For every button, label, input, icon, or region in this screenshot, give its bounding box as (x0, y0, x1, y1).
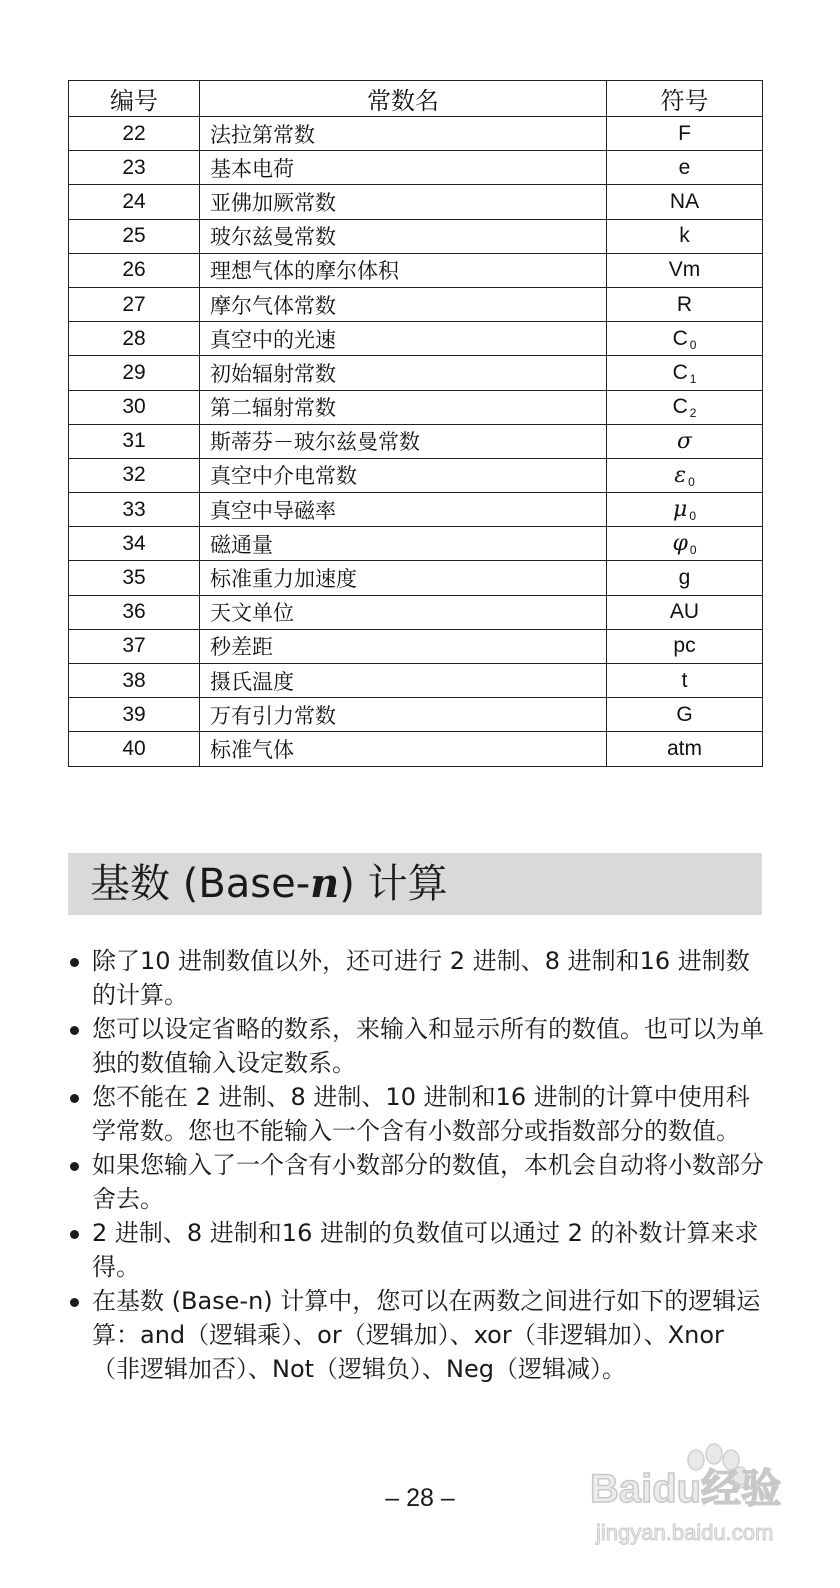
list-item (68, 944, 768, 1012)
row-constant-name: 真空中的光速 (200, 322, 607, 356)
table-row (69, 185, 763, 219)
table-row (69, 458, 763, 492)
symbol-main: g (678, 566, 691, 590)
row-symbol (607, 527, 763, 561)
watermark-brand: Baidu经验 (590, 1467, 782, 1511)
row-constant-name: 摩尔气体常数 (200, 287, 607, 321)
list-item (68, 1216, 768, 1284)
bullet-dot-icon (70, 1230, 79, 1239)
symbol-main: k (679, 224, 690, 248)
symbol-subscript: 0 (689, 509, 696, 524)
table-row (69, 664, 763, 698)
list-item (68, 1012, 768, 1080)
table-body (69, 117, 763, 767)
row-number: 36 (69, 595, 200, 629)
row-constant-name: 标准重力加速度 (200, 561, 607, 595)
table-row (69, 117, 763, 151)
table-row (69, 527, 763, 561)
row-symbol (607, 561, 763, 595)
table-row (69, 698, 763, 732)
symbol-subscript: 2 (689, 406, 697, 421)
bullet-list (68, 944, 768, 1386)
table-header-row (69, 81, 763, 117)
row-constant-name: 理想气体的摩尔体积 (200, 253, 607, 287)
row-number: 33 (69, 493, 200, 527)
row-number: 38 (69, 664, 200, 698)
row-symbol (607, 698, 763, 732)
bullet-dot-icon (70, 1162, 79, 1171)
symbol-main: e (678, 155, 691, 179)
row-number: 31 (69, 424, 200, 458)
list-item (68, 1284, 768, 1386)
row-constant-name: 亚佛加厥常数 (200, 185, 607, 219)
row-symbol (607, 493, 763, 527)
bullet-text: 您可以设定省略的数系，来输入和显示所有的数值。也可以为单独的数值输入设定数系。 (92, 1015, 764, 1077)
table-row (69, 356, 763, 390)
bullet-text: 除了10 进制数值以外，还可进行 2 进制、8 进制和16 进制数的计算。 (92, 947, 750, 1009)
table-row (69, 151, 763, 185)
row-symbol (607, 595, 763, 629)
section-title-prefix: 基数 (Base- (90, 861, 311, 907)
symbol-main: pc (673, 634, 696, 658)
bullet-dot-icon (70, 1026, 79, 1035)
row-number: 32 (69, 458, 200, 492)
row-number: 30 (69, 390, 200, 424)
row-symbol (607, 629, 763, 663)
symbol-main: C (672, 326, 688, 350)
row-number: 22 (69, 117, 200, 151)
row-constant-name: 万有引力常数 (200, 698, 607, 732)
symbol-main: C (672, 395, 688, 419)
bullet-dot-icon (70, 958, 79, 967)
symbol-subscript: 0 (689, 337, 697, 352)
section-title (68, 853, 762, 915)
row-constant-name: 磁通量 (200, 527, 607, 561)
bullet-text: 您不能在 2 进制、8 进制、10 进制和16 进制的计算中使用科学常数。您也不能输入一个含有小数部分或指数部分的数值。 (92, 1083, 750, 1145)
row-symbol (607, 117, 763, 151)
symbol-main: atm (666, 736, 702, 760)
row-number: 28 (69, 322, 200, 356)
row-constant-name: 斯蒂芬－玻尔兹曼常数 (200, 424, 607, 458)
row-symbol (607, 390, 763, 424)
symbol-main: σ (676, 428, 693, 454)
symbol-subscript: 0 (688, 474, 695, 489)
row-symbol (607, 356, 763, 390)
header-constant-name: 常数名 (200, 81, 607, 117)
bullet-dot-icon (70, 1298, 79, 1307)
row-symbol (607, 185, 763, 219)
table-row (69, 732, 763, 766)
section-title-n: n (310, 860, 340, 907)
row-symbol (607, 732, 763, 766)
bullet-text: 如果您输入了一个含有小数部分的数值，本机会自动将小数部分舍去。 (92, 1151, 764, 1213)
row-constant-name: 真空中介电常数 (200, 458, 607, 492)
row-constant-name: 玻尔兹曼常数 (200, 219, 607, 253)
row-constant-name: 基本电荷 (200, 151, 607, 185)
table-row (69, 322, 763, 356)
baidu-watermark (588, 1440, 818, 1560)
symbol-subscript: 0 (689, 543, 697, 558)
row-constant-name: 标准气体 (200, 732, 607, 766)
row-number: 34 (69, 527, 200, 561)
row-number: 39 (69, 698, 200, 732)
row-number: 37 (69, 629, 200, 663)
table-row (69, 287, 763, 321)
row-symbol (607, 458, 763, 492)
table-row (69, 629, 763, 663)
row-number: 26 (69, 253, 200, 287)
row-constant-name: 秒差距 (200, 629, 607, 663)
table-row (69, 390, 763, 424)
row-number: 35 (69, 561, 200, 595)
row-symbol (607, 253, 763, 287)
row-symbol (607, 287, 763, 321)
list-item (68, 1080, 768, 1148)
section-title-suffix: ) 计算 (339, 861, 448, 907)
row-number: 25 (69, 219, 200, 253)
header-symbol: 符号 (607, 81, 763, 117)
row-number: 29 (69, 356, 200, 390)
symbol-main: NA (669, 189, 700, 213)
symbol-main: Vm (668, 258, 701, 282)
row-symbol (607, 219, 763, 253)
symbol-main: G (676, 702, 693, 726)
symbol-main: AU (669, 600, 700, 624)
symbol-main: R (676, 292, 693, 316)
row-constant-name: 法拉第常数 (200, 117, 607, 151)
row-number: 27 (69, 287, 200, 321)
table-row (69, 493, 763, 527)
table-row (69, 219, 763, 253)
table-row (69, 561, 763, 595)
symbol-main: φ (672, 531, 688, 557)
row-number: 40 (69, 732, 200, 766)
bullet-text: 2 进制、8 进制和16 进制的负数值可以通过 2 的补数计算来求得。 (92, 1219, 759, 1281)
symbol-main: ε (674, 462, 687, 488)
page-number: – 28 – (385, 1484, 455, 1512)
row-symbol (607, 424, 763, 458)
row-number: 23 (69, 151, 200, 185)
list-item (68, 1148, 768, 1216)
table-row (69, 424, 763, 458)
table-row (69, 253, 763, 287)
symbol-main: C (672, 360, 688, 384)
header-number: 编号 (69, 81, 200, 117)
row-constant-name: 第二辐射常数 (200, 390, 607, 424)
row-constant-name: 真空中导磁率 (200, 493, 607, 527)
row-symbol (607, 151, 763, 185)
constants-table (68, 80, 763, 767)
row-symbol (607, 322, 763, 356)
row-number: 24 (69, 185, 200, 219)
row-constant-name: 摄氏温度 (200, 664, 607, 698)
watermark-url: jingyan.baidu.com (596, 1520, 774, 1545)
table-row (69, 595, 763, 629)
row-constant-name: 天文单位 (200, 595, 607, 629)
symbol-main: t (681, 668, 688, 692)
symbol-main: F (678, 121, 691, 145)
symbol-subscript: 1 (689, 371, 697, 386)
bullet-text: 在基数 (Base-n) 计算中，您可以在两数之间进行如下的逻辑运算：and（逻辑乘）、or（逻辑加）、xor（非逻辑加）、Xnor（非逻辑加否）、Not（逻辑负）、Neg（逻辑减）。 (92, 1287, 761, 1383)
symbol-main: μ (673, 497, 688, 523)
row-constant-name: 初始辐射常数 (200, 356, 607, 390)
bullet-dot-icon (70, 1094, 79, 1103)
row-symbol (607, 664, 763, 698)
